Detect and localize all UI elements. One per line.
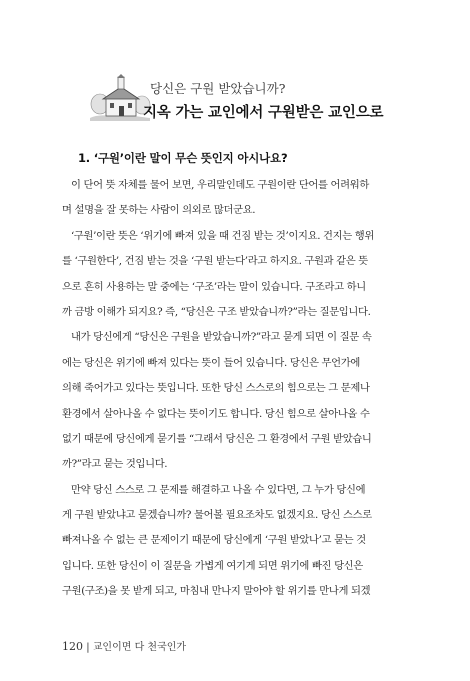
- body-line: 구원(구조)을 못 받게 되고, 마침내 만나지 말아야 할 위기를 만나게 되겠: [62, 585, 371, 598]
- body-line: 며 설명을 잘 못하는 사람이 의외로 많더군요.: [62, 204, 256, 217]
- section-heading: 1. ‘구원’이란 말이 무슨 뜻인지 아시나요?: [78, 151, 288, 165]
- body-line: 까 금방 이해가 되지요? 즉, “당신은 구조 받았습니까?”라는 질문입니다.: [62, 305, 371, 318]
- body-line: 까?”라고 묻는 것입니다.: [62, 458, 168, 471]
- body-line: 를 ‘구원한다’, 건짐 받는 것을 ‘구원 받는다’라고 하지요. 구원과 같은 뜻: [62, 255, 368, 268]
- body-line: 환경에서 살아나올 수 없다는 뜻이기도 합니다. 당신 힘으로 살아나올 수: [62, 407, 370, 420]
- body-text: [62, 173, 407, 605]
- body-line: 의해 죽어가고 있다는 뜻입니다. 또한 당신 스스로의 힘으로는 그 문제나: [62, 382, 370, 395]
- body-line: 만약 당신 스스로 그 문제를 해결하고 나올 수 있다면, 그 누가 당신에: [71, 483, 366, 496]
- body-line: 입니다. 또한 당신이 이 질문을 가볍게 여기게 되면 위기에 빠진 당신은: [62, 559, 363, 572]
- body-line: 내가 당신에게 “당신은 구원을 받았습니까?”라고 묻게 되면 이 질문 속: [71, 331, 372, 344]
- body-line: 으로 흔히 사용하는 말 중에는 ‘구조’라는 말이 있습니다. 구조라고 하니: [62, 280, 366, 293]
- page-number: 120: [62, 640, 83, 653]
- body-line: 없기 때문에 당신에게 묻기를 “그래서 당신은 그 환경에서 구원 받았습니: [62, 432, 372, 445]
- page-footer: [62, 638, 186, 653]
- body-line: 에는 당신은 위기에 빠져 있다는 뜻이 들어 있습니다. 당신은 무언가에: [62, 356, 360, 369]
- body-line: 이 단어 뜻 자체를 물어 보면, 우리말인데도 구원이란 단어를 어려워하: [71, 179, 369, 191]
- body-line: ‘구원’이란 뜻은 ‘위기에 빠져 있을 때 건짐 받는 것’이지요. 건지는 행위: [71, 229, 374, 242]
- chapter-title: 지옥 가는 교인에서 구원받은 교인으로: [143, 105, 384, 121]
- body-line: 빠져나올 수 없는 큰 문제이기 때문에 당신에게 ‘구원 받았나’고 묻는 것: [62, 534, 366, 547]
- footer-separator: |: [86, 642, 90, 653]
- body-line: 게 구원 받았냐고 묻겠습니까? 물어볼 필요조차도 없겠지요. 당신 스스로: [62, 509, 372, 522]
- book-title: 교인이면 다 천국인가: [92, 642, 187, 653]
- chapter-subtitle: 당신은 구원 받았습니까?: [150, 81, 286, 96]
